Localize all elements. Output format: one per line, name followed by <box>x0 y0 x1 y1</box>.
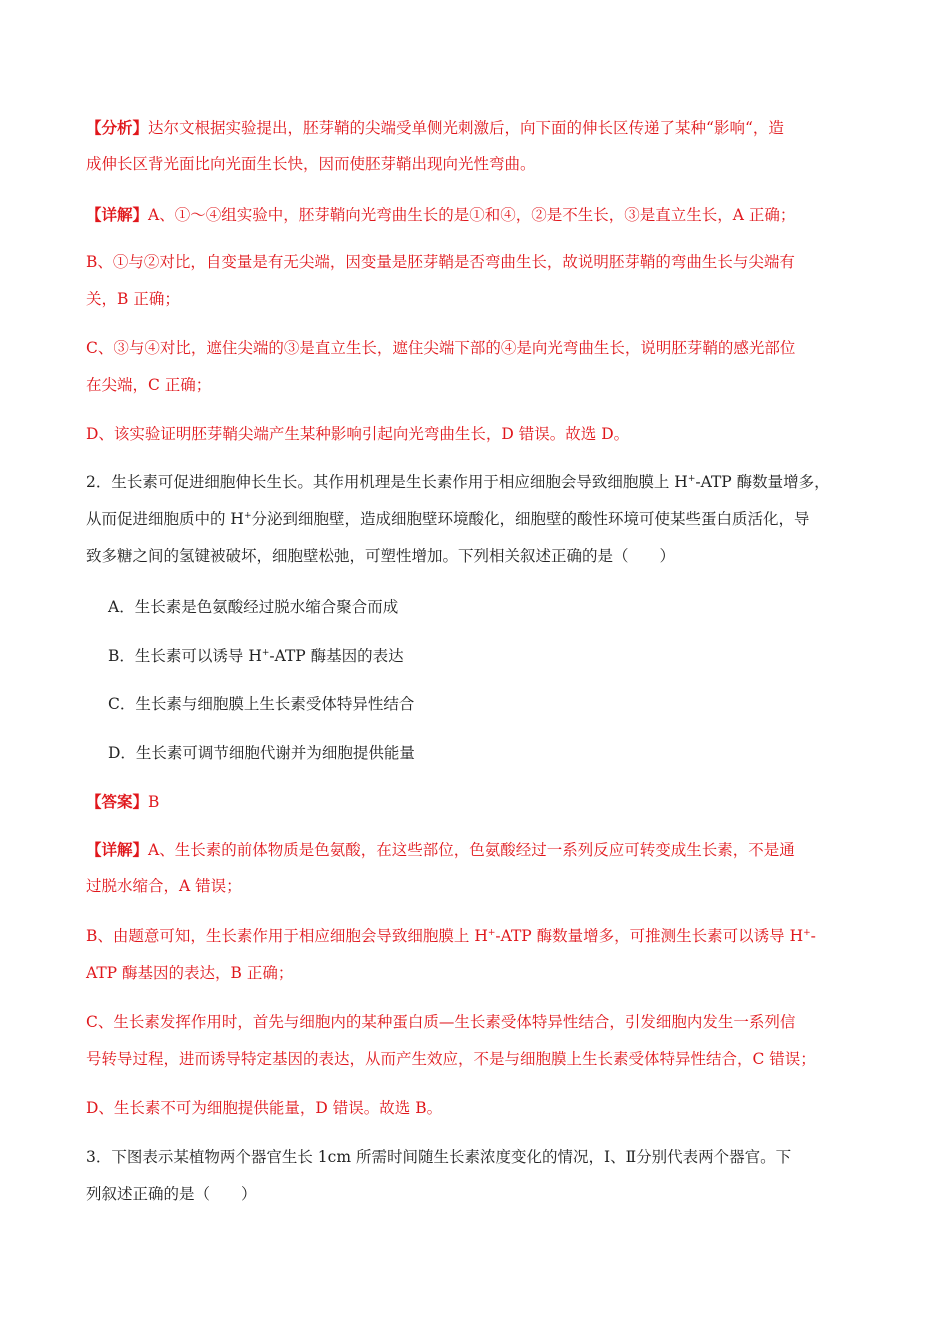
q2-line-1a: 2．生长素可促进细胞伸长生长。其作用机理是生长素作用于相应细胞会导致细胞膜上 H <box>86 473 688 491</box>
detail1-c-block <box>86 330 876 404</box>
q2-option-c-text: C．生长素与细胞膜上生长素受体特异性结合 <box>108 695 415 713</box>
q3-line-1: 3．下图表示某植物两个器官生长 1cm 所需时间随生长素浓度变化的情况，Ⅰ、Ⅱ分别代表两个器官。下 <box>86 1148 792 1166</box>
answer-block <box>86 783 876 820</box>
detail1-d-block <box>86 416 876 453</box>
detail2-a-1: A、生长素的前体物质是色氨酸，在这些部位，色氨酸经过一系列反应可转变成生长素，不是通 <box>148 841 795 859</box>
q2-option-b-text-b: -ATP 酶基因的表达 <box>269 647 404 665</box>
detail-tag-1: 【详解】 <box>86 205 149 224</box>
answer-tag: 【答案】 <box>86 792 149 811</box>
detail-tag-2: 【详解】 <box>86 840 149 859</box>
q2-line-2b: 分泌到细胞壁，造成细胞壁环境酸化，细胞壁的酸性环境可使某些蛋白质活化，导 <box>251 510 810 528</box>
answer-value: B <box>148 793 160 811</box>
q2-line-1-sup: + <box>687 473 696 484</box>
question-3 <box>86 1139 876 1213</box>
q2-option-c <box>86 686 898 723</box>
detail2-b-sup-1: + <box>487 927 496 938</box>
analysis-text-1: 达尔文根据实验提出，胚芽鞘的尖端受单侧光刺激后，向下面的伸长区传递了某种“影响“，造 <box>148 119 784 137</box>
detail2-b-1c: - <box>810 927 816 945</box>
detail1-c-2: 在尖端，C 正确； <box>86 376 212 394</box>
detail2-b-1a: B、由题意可知，生长素作用于相应细胞会导致细胞膜上 H <box>86 927 488 945</box>
question-2 <box>86 464 876 575</box>
detail1-b-2: 关，B 正确； <box>86 290 180 308</box>
analysis-tag: 【分析】 <box>86 118 149 137</box>
detail2-c-2: 号转导过程，进而诱导特定基因的表达，从而产生效应，不是与细胞膜上生长素受体特异性结合，C 错误； <box>86 1050 816 1068</box>
analysis-block <box>86 109 876 183</box>
q2-line-2a: 从而促进细胞质中的 H <box>86 510 244 528</box>
detail-block-1 <box>86 196 876 233</box>
detail2-d-block <box>86 1090 876 1127</box>
q2-line-2-sup: + <box>243 510 252 521</box>
q2-line-1b: -ATP 酶数量增多， <box>695 473 830 491</box>
detail1-c-1: C、③与④对比，遮住尖端的③是直立生长，遮住尖端下部的④是向光弯曲生长，说明胚芽鞘的感光部位 <box>86 339 796 357</box>
q3-line-2: 列叙述正确的是（ ） <box>86 1185 257 1203</box>
detail2-a-2: 过脱水缩合，A 错误； <box>86 877 242 895</box>
detail1-b-1: B、①与②对比，自变量是有无尖端，因变量是胚芽鞘是否弯曲生长，故说明胚芽鞘的弯曲生长与尖端有 <box>86 253 795 271</box>
detail2-b-2: ATP 酶基因的表达，B 正确； <box>86 964 294 982</box>
detail2-c-block <box>86 1004 876 1078</box>
detail1-a: A、①～④组实验中，胚芽鞘向光弯曲生长的是①和④，②是不生长，③是直立生长，A 正确； <box>148 206 796 224</box>
detail1-d: D、该实验证明胚芽鞘尖端产生某种影响引起向光弯曲生长，D 错误。故选 D。 <box>86 425 630 443</box>
q2-option-a <box>86 589 898 626</box>
detail1-b-block <box>86 244 876 318</box>
detail2-d: D、生长素不可为细胞提供能量，D 错误。故选 B。 <box>86 1099 443 1117</box>
analysis-text-2: 成伸长区背光面比向光面生长快，因而使胚芽鞘出现向光性弯曲。 <box>86 155 536 173</box>
q2-line-3: 致多糖之间的氢键被破坏，细胞壁松弛，可塑性增加。下列相关叙述正确的是（ ） <box>86 547 676 565</box>
q2-option-d-text: D．生长素可调节细胞代谢并为细胞提供能量 <box>108 744 415 762</box>
q2-option-b-sup: + <box>261 647 270 658</box>
detail-block-2 <box>86 831 876 905</box>
q2-option-a-text: A．生长素是色氨酸经过脱水缩合聚合而成 <box>108 598 399 616</box>
detail2-b-sup-2: + <box>803 927 811 938</box>
detail2-b-block <box>86 918 876 992</box>
q2-option-d <box>86 735 898 772</box>
detail2-c-1: C、生长素发挥作用时，首先与细胞内的某种蛋白质—生长素受体特异性结合，引发细胞内发生一系列信 <box>86 1013 796 1031</box>
q2-option-b <box>86 638 898 675</box>
q2-option-b-text-a: B．生长素可以诱导 H <box>108 647 262 665</box>
detail2-b-1b: -ATP 酶数量增多，可推测生长素可以诱导 H <box>495 927 804 945</box>
